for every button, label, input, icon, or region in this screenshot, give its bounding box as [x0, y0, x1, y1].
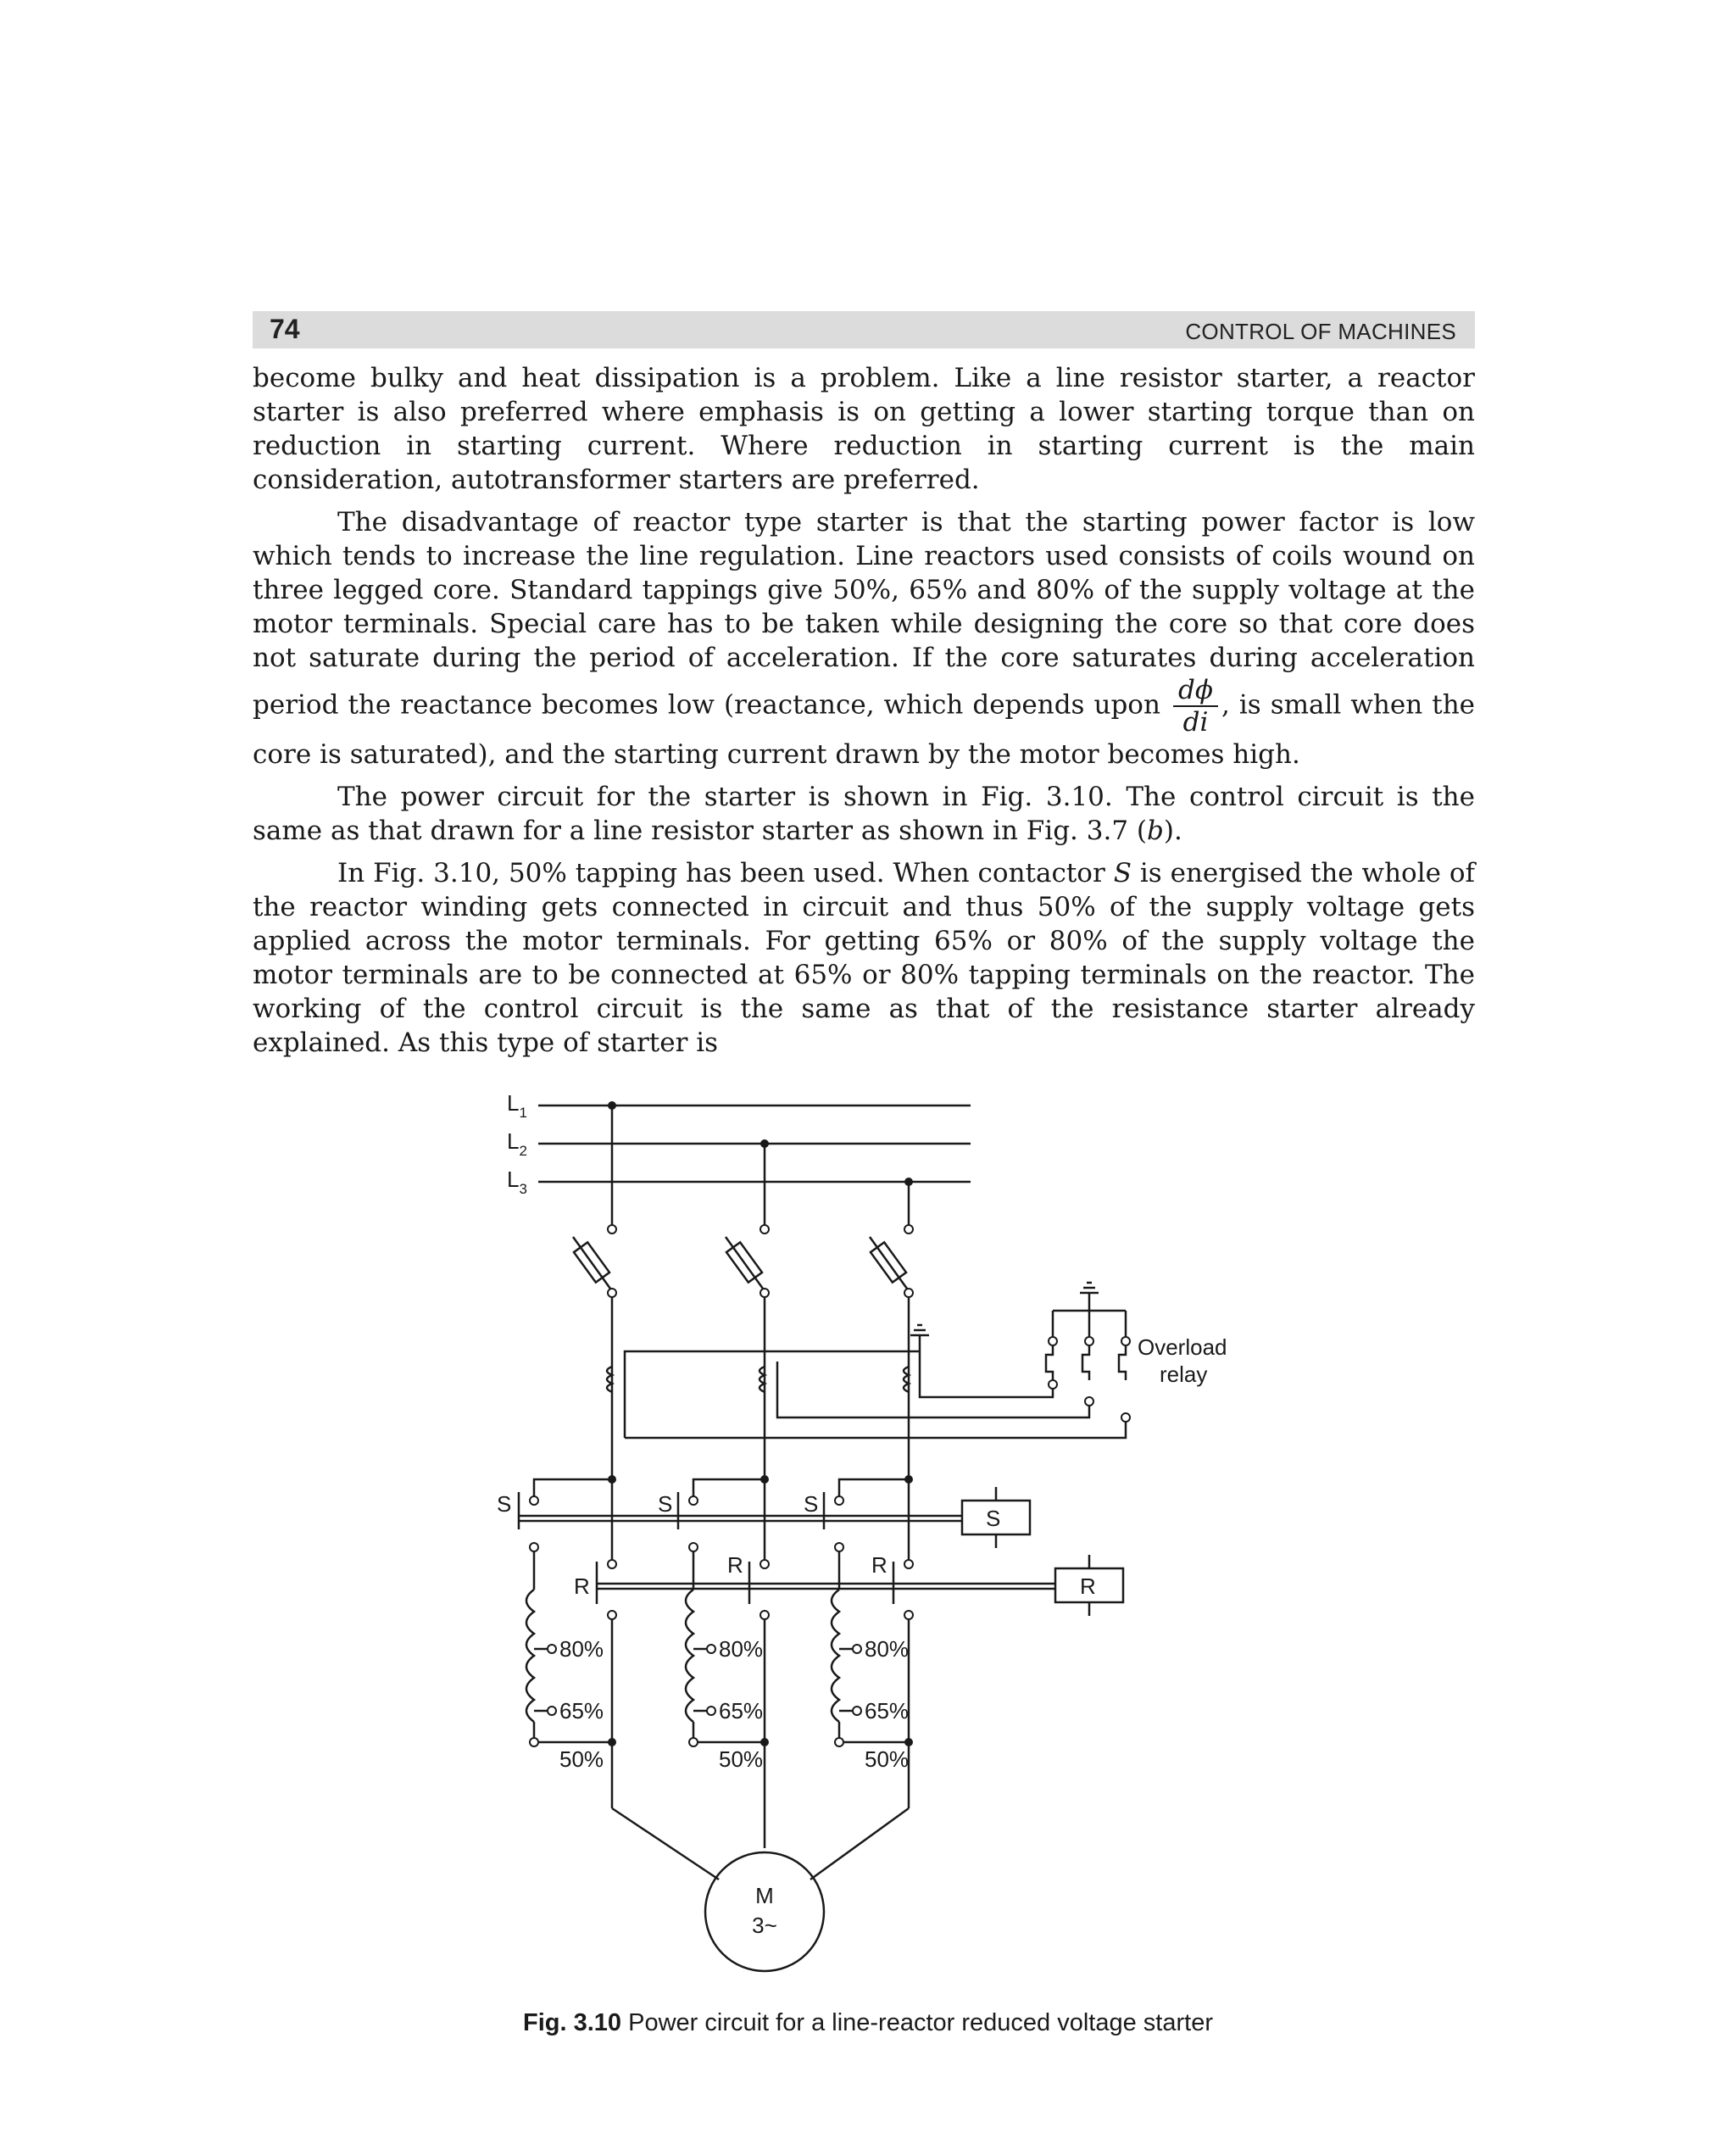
motor-symbol	[705, 1852, 824, 1971]
paragraph-4	[253, 856, 1475, 1060]
body-text	[253, 361, 1475, 1068]
paragraph-1	[253, 361, 1475, 497]
terminal	[689, 1496, 698, 1505]
fuse-switch-1	[573, 1237, 610, 1289]
terminal	[608, 1225, 616, 1234]
contact-r-label-2: R	[727, 1552, 743, 1578]
paragraph-3-text-c: ).	[1163, 816, 1182, 846]
terminal	[904, 1611, 913, 1619]
wire	[920, 1351, 1053, 1397]
tap-terminal-65	[707, 1707, 715, 1715]
tap-terminal-65	[548, 1707, 556, 1715]
overload-contact-2	[1082, 1345, 1089, 1380]
paragraph-3-text-a: The power circuit for the starter is shown in Fig. 3.10. The control circuit is the same as that drawn for a line resistor starter as shown in Fig. 3.7 (	[253, 782, 1475, 846]
motor-label-phase: 3~	[752, 1913, 777, 1938]
terminal	[760, 1289, 769, 1297]
running-title: CONTROL OF MACHINES	[1185, 319, 1456, 344]
page-header	[253, 311, 1475, 348]
terminal	[530, 1496, 538, 1505]
paragraph-3-italic: b	[1147, 816, 1164, 846]
reactor-coil-1	[526, 1590, 534, 1722]
wire	[777, 1362, 1089, 1417]
terminal	[835, 1496, 843, 1505]
fuse-switch-2	[726, 1237, 763, 1289]
motor-lead-3	[810, 1808, 909, 1880]
paragraph-4-italic-s: S	[1113, 858, 1132, 888]
overload-label-line2: relay	[1160, 1362, 1208, 1387]
motor	[612, 1808, 909, 1971]
label-l3: $L_3$	[507, 1167, 527, 1197]
overload-contact-1	[1046, 1345, 1053, 1380]
fraction-numerator: dϕ	[1173, 675, 1218, 707]
fraction-dphi-di	[1173, 675, 1218, 738]
tap-terminal-50	[689, 1738, 698, 1746]
tap-terminal-80	[853, 1645, 861, 1653]
tap-label-65: 65%	[559, 1698, 604, 1724]
contact-s-label-3: S	[804, 1491, 819, 1517]
overload-contact-3	[1119, 1345, 1126, 1380]
fuse-switch-3	[870, 1237, 907, 1289]
tap-terminal-50	[835, 1738, 843, 1746]
figure-number: Fig. 3.10	[523, 2009, 622, 2036]
paragraph-4-text-a: In Fig. 3.10, 50% tapping has been used. When contactor	[337, 858, 1105, 888]
tap-label-50: 50%	[865, 1746, 910, 1772]
terminal	[1121, 1337, 1130, 1345]
fraction-denominator: di	[1182, 707, 1209, 738]
contact-r-label-3: R	[871, 1552, 887, 1578]
label-l1: $L_1$	[507, 1090, 527, 1121]
contact-s-label-2: S	[658, 1491, 673, 1517]
circuit-diagram	[0, 1077, 1736, 2009]
contact-r-label-1: R	[574, 1573, 590, 1599]
terminal	[689, 1543, 698, 1551]
caption-text: Power circuit for a line-reactor reduced voltage starter	[628, 2009, 1213, 2036]
tap-label-65: 65%	[719, 1698, 764, 1724]
terminal	[904, 1225, 913, 1234]
terminal	[1049, 1380, 1057, 1389]
terminal	[760, 1611, 769, 1619]
wire	[625, 1417, 1126, 1438]
overload-relay	[1046, 1283, 1227, 1422]
label-l2: $L_2$	[507, 1128, 527, 1159]
terminal	[904, 1560, 913, 1568]
terminal	[760, 1225, 769, 1234]
paragraph-1-text: become bulky and heat dissipation is a problem. Like a line resistor starter, a reactor starter is also preferred where emphasis is on getting a lower starting torque than on reduction in starting current. Where reduction in starting current is the main consideration, autotransformer starters are preferred.	[253, 363, 1475, 495]
tap-label-80: 80%	[865, 1636, 910, 1662]
terminal	[608, 1560, 616, 1568]
tap-terminal-80	[707, 1645, 715, 1653]
tap-label-65: 65%	[865, 1698, 910, 1724]
paragraph-2	[253, 505, 1475, 771]
terminal	[1085, 1397, 1093, 1406]
paragraph-4-text-b: is energised the whole of the reactor winding gets connected in circuit and thus 50% of the supply voltage gets applied across the motor terminals. For getting 65% or 80% of the supply voltage the motor terminals are to be connected at 65% or 80% tapping terminals on the reactor. The working of the control circuit is the same as that of the resistance starter already explained. As this type of starter is	[253, 858, 1476, 1058]
terminal	[608, 1611, 616, 1619]
terminal	[835, 1543, 843, 1551]
phase-branches	[573, 1101, 913, 1560]
terminal	[1121, 1413, 1130, 1422]
tap-terminal-65	[853, 1707, 861, 1715]
paragraph-2-text-b: , is small when the core is saturated), and the starting current drawn by the motor becomes high.	[253, 689, 1476, 770]
tap-terminal-50	[530, 1738, 538, 1746]
terminal	[608, 1289, 616, 1297]
figure-caption	[0, 2009, 1736, 2037]
wire	[693, 1479, 765, 1496]
reactor-coil-3	[832, 1590, 839, 1722]
contactor-s	[497, 1475, 1030, 1551]
contactor-r	[574, 1552, 1123, 1619]
tap-label-80: 80%	[559, 1636, 604, 1662]
supply-lines	[507, 1090, 971, 1197]
page-number: 74	[270, 314, 300, 344]
tap-label-50: 50%	[719, 1746, 764, 1772]
terminal	[530, 1543, 538, 1551]
terminal	[1049, 1337, 1057, 1345]
contact-s-label-1: S	[497, 1491, 512, 1517]
motor-label-m: M	[755, 1883, 774, 1908]
terminal	[760, 1560, 769, 1568]
tap-terminal-80	[548, 1645, 556, 1653]
terminal	[1085, 1337, 1093, 1345]
wire	[534, 1479, 612, 1496]
paragraph-3	[253, 780, 1475, 848]
reactor-coil-2	[686, 1590, 693, 1722]
coil-s-label: S	[986, 1506, 1001, 1531]
coil-r-label: R	[1080, 1573, 1096, 1599]
wire	[839, 1479, 909, 1496]
paragraph-2-text-a: The disadvantage of reactor type starter is that the starting power factor is low which tends to increase the line regulation. Line reactors used consists of coils wound on three legged core. Standard tappings give 50%, 65% and 80% of the supply voltage at the motor terminals. Special care has to be taken while designing the core so that core does not saturate during the period of acceleration. If the core saturates during acceleration period the reactance becomes low (reactance, which depends upon	[253, 507, 1475, 721]
tap-label-80: 80%	[719, 1636, 764, 1662]
terminal	[904, 1289, 913, 1297]
tap-label-50: 50%	[559, 1746, 604, 1772]
wire	[625, 1351, 920, 1438]
overload-label-line1: Overload	[1138, 1334, 1227, 1360]
motor-lead-1	[612, 1808, 719, 1880]
